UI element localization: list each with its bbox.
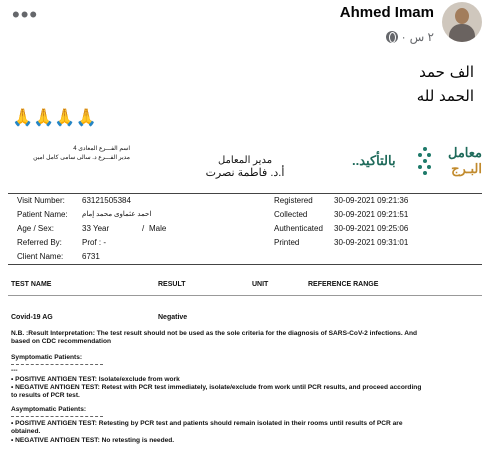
post-meta xyxy=(386,30,434,44)
lab-logo xyxy=(418,145,482,185)
sex-separator: / xyxy=(142,224,145,233)
printed-value: 30-09-2021 09:31:01 xyxy=(334,238,409,247)
more-options-icon[interactable]: ••• xyxy=(12,2,39,27)
authenticated-label: Authenticated xyxy=(274,224,323,233)
asymptomatic-title: Asymptomatic Patients: xyxy=(11,406,87,413)
visit-value: 63121505384 xyxy=(82,196,131,205)
lab-name-main: معامل xyxy=(447,145,482,160)
asym-positive-line2: obtained. xyxy=(11,428,41,435)
client-label: Client Name: xyxy=(17,252,64,261)
director-title: مدير المعامل xyxy=(217,155,273,166)
author-name[interactable]: Ahmed Imam xyxy=(339,4,434,21)
referred-value: Prof : - xyxy=(82,238,107,247)
post-text-line2: الحمد لله xyxy=(416,87,474,105)
sym-positive: • POSITIVE ANTIGEN TEST: Isolate/exclude from work xyxy=(11,376,180,383)
info-row-client xyxy=(8,252,482,265)
asymptomatic-rule xyxy=(11,416,103,417)
branch-manager: مدير الفـــرع د. سالى سامى كامل امين xyxy=(33,155,130,161)
referred-label: Referred By: xyxy=(17,238,62,247)
dash-separator: --- xyxy=(11,367,18,374)
sym-negative-line1: • NEGATIVE ANTIGEN TEST: Retest with PCR test immediately, isolate/exclude from work until PCR results, and proceed according xyxy=(11,384,422,391)
printed-label: Printed xyxy=(274,238,300,247)
header-divider xyxy=(8,295,482,296)
lab-name-sub: البـرج xyxy=(451,161,482,176)
collected-label: Collected xyxy=(274,210,308,219)
lab-name xyxy=(448,145,482,177)
symptomatic-title: Symptomatic Patients: xyxy=(11,354,83,361)
result-test-name: Covid-19 AG xyxy=(11,314,53,321)
patient-value: احمد عثماوى محمد إمام xyxy=(82,211,152,218)
result-row xyxy=(0,314,486,326)
col-result: RESULT xyxy=(158,281,186,288)
collected-value: 30-09-2021 09:21:51 xyxy=(334,210,409,219)
col-unit: UNIT xyxy=(252,281,269,288)
post-header xyxy=(0,0,486,60)
lab-director xyxy=(195,155,295,179)
sex-value: Male xyxy=(149,224,167,233)
post-text-line1: الف حمد xyxy=(419,63,474,81)
praying-hands-emoji: 🙏🙏🙏🙏 xyxy=(12,108,97,127)
sym-negative-line2: to results of PCR test. xyxy=(11,392,80,399)
confirm-slogan: بالتأكيد.. xyxy=(352,153,396,168)
avatar-head xyxy=(455,8,469,24)
visit-label: Visit Number: xyxy=(17,196,65,205)
post-text xyxy=(417,60,474,108)
col-reference-range: REFERENCE RANGE xyxy=(308,281,379,288)
result-value: Negative xyxy=(158,314,188,321)
info-row-visit xyxy=(8,196,482,209)
avatar[interactable] xyxy=(442,2,482,42)
col-test-name: TEST NAME xyxy=(11,281,52,288)
meta-dot: · xyxy=(401,30,406,44)
nb-line2: based on CDC recommendation xyxy=(11,338,112,345)
nb-line1: N.B. :Result Interpretation: The test result should not be used as the sole criteria for the diagnosis of SARS-CoV-2 infections. And xyxy=(11,330,418,337)
post-time[interactable]: ٢ س xyxy=(409,30,434,44)
avatar-body xyxy=(449,24,475,42)
info-row-patient xyxy=(8,210,482,223)
director-name: أ.د. فاطمة نصرت xyxy=(205,167,285,179)
age-label: Age / Sex: xyxy=(17,224,54,233)
registered-value: 30-09-2021 09:21:36 xyxy=(334,196,409,205)
results-column-headers xyxy=(0,281,486,293)
patient-info-box xyxy=(8,193,482,265)
lab-report-image[interactable] xyxy=(0,135,486,461)
logo-dots-icon xyxy=(418,147,432,181)
report-header xyxy=(0,135,486,191)
branch-name: اسم الفـــرع المعادى 4 xyxy=(73,146,130,152)
branch-info xyxy=(10,145,130,163)
patient-label: Patient Name: xyxy=(17,210,68,219)
globe-icon[interactable] xyxy=(386,31,398,43)
symptomatic-rule xyxy=(11,364,103,365)
asym-negative: • NEGATIVE ANTIGEN TEST: No retesting is needed. xyxy=(11,437,175,444)
authenticated-value: 30-09-2021 09:25:06 xyxy=(334,224,409,233)
age-value: 33 Year xyxy=(82,224,110,233)
registered-label: Registered xyxy=(274,196,313,205)
asym-positive-line1: • POSITIVE ANTIGEN TEST: Retesting by PCR test and patients should remain isolated in their rooms until results of PCR are xyxy=(11,420,403,427)
info-row-age xyxy=(8,224,482,237)
info-row-referred xyxy=(8,238,482,251)
client-value: 6731 xyxy=(82,252,100,261)
